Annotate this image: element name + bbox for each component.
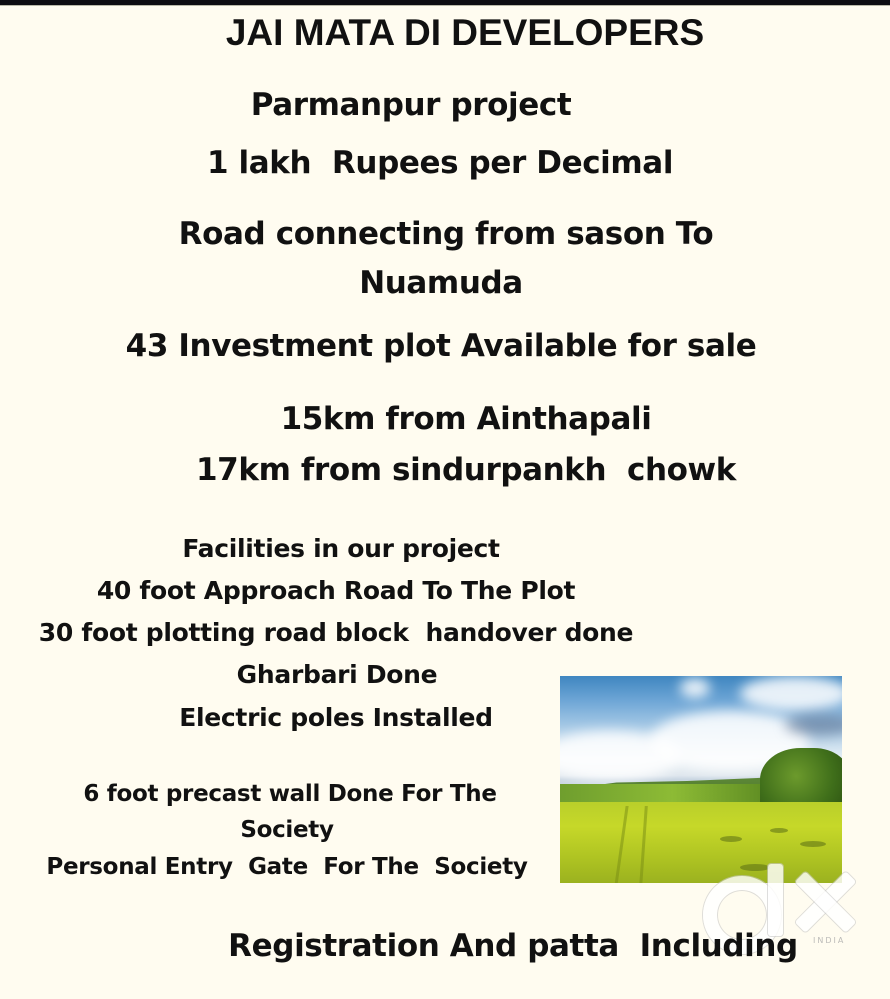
wall-line-1: 6 foot precast wall Done For The bbox=[83, 781, 497, 807]
facility-item: 30 foot plotting road block handover done bbox=[38, 618, 634, 647]
plots-available: 43 Investment plot Available for sale bbox=[125, 328, 757, 364]
facility-item: 40 foot Approach Road To The Plot bbox=[96, 576, 576, 605]
olx-x-glyph-icon bbox=[795, 872, 855, 932]
road-line-1: Road connecting from sason To bbox=[178, 216, 714, 252]
distance-ainthapali: 15km from Ainthapali bbox=[280, 401, 652, 437]
olx-l-glyph-icon bbox=[768, 864, 783, 936]
company-title: JAI MATA DI DEVELOPERS bbox=[225, 12, 705, 53]
project-name: Parmanpur project bbox=[250, 87, 572, 123]
wall-line-2: Society bbox=[240, 817, 334, 843]
registration-line: Registration And patta Including bbox=[228, 928, 798, 964]
olx-region-label: INDIA bbox=[813, 936, 846, 945]
facility-item: Gharbari Done bbox=[236, 660, 438, 689]
top-status-bar bbox=[0, 0, 890, 6]
price-line: 1 lakh Rupees per Decimal bbox=[206, 145, 674, 181]
landscape-photo bbox=[560, 676, 842, 883]
entry-gate-line: Personal Entry Gate For The Society bbox=[46, 854, 528, 880]
road-line-2: Nuamuda bbox=[359, 265, 523, 301]
distance-sindurpankh: 17km from sindurpankh chowk bbox=[196, 452, 736, 488]
facility-item: Electric poles Installed bbox=[179, 703, 493, 732]
facilities-heading: Facilities in our project bbox=[182, 534, 500, 563]
